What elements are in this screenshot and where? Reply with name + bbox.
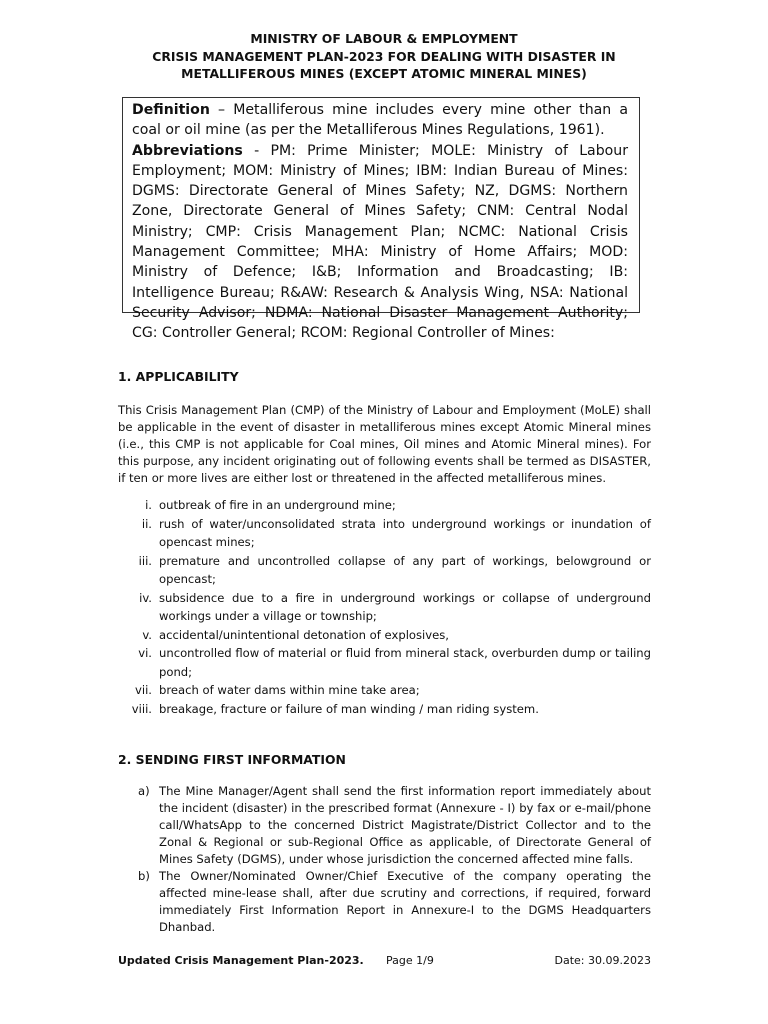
disaster-event-item xyxy=(118,515,651,552)
footer-page-number: Page 1/9 xyxy=(386,954,434,967)
list-item-text: breakage, fracture or failure of man winding / man riding system. xyxy=(159,701,539,716)
disaster-event-item xyxy=(118,552,651,589)
list-item-text: premature and uncontrolled collapse of any part of workings, belowground or opencast; xyxy=(159,553,651,586)
list-item-number: ii. xyxy=(141,516,152,531)
list-item-number: iv. xyxy=(139,590,152,605)
disaster-event-item xyxy=(118,681,651,700)
list-item-text: outbreak of fire in an underground mine; xyxy=(159,498,396,512)
header-line-3: METALLIFEROUS MINES (EXCEPT ATOMIC MINERAL MINES) xyxy=(181,66,587,81)
list-item-text: uncontrolled flow of material or fluid from mineral stack, overburden dump or tailing pond; xyxy=(159,646,651,679)
definition-box xyxy=(122,97,640,342)
section-1-title: 1. APPLICABILITY xyxy=(118,369,239,384)
abbreviations-paragraph xyxy=(132,141,628,344)
list-item-number: iii. xyxy=(138,553,152,568)
list-item-number: vii. xyxy=(135,683,152,697)
disaster-events-list xyxy=(118,496,651,718)
list-item-text: breach of water dams within mine take area; xyxy=(159,683,420,697)
definition-text: – Metalliferous mine includes every mine other than a coal or oil mine (as per the Metalliferous Mines Regulations, 1961). xyxy=(132,102,628,139)
abbreviations-text: - PM: Prime Minister; MOLE: Ministry of Labour Employment; MOM: Ministry of Mines; IBM: Indian Bureau of Mines: DGMS: Directorate General of Mines Safety; NZ, DGMS: Northern Zone, Directorate General of Mines Safety; CNM: Central Nodal Ministry; CMP: Crisis Management Plan; NCMC: National Crisis Management Committee; MHA: Ministry of Home Affairs; MOD: Ministry of Defence; I&B; Information and Broadcasting; IB: Intelligence Bureau; R&AW: Research & Analysis Wing, NSA: National Security Advisor; NDMA: National Disaster Management Authority; CG: Controller General; RCOM: Regional Controller of Mines: xyxy=(132,142,628,342)
list-item-number: i. xyxy=(145,498,152,512)
document-header xyxy=(0,30,768,83)
footer-date: Date: 30.09.2023 xyxy=(554,954,651,967)
disaster-event-item xyxy=(118,496,651,515)
header-line-1: MINISTRY OF LABOUR & EMPLOYMENT xyxy=(250,31,518,46)
list-item-number: v. xyxy=(142,627,152,642)
disaster-event-item xyxy=(118,626,651,645)
disaster-event-item xyxy=(118,589,651,626)
list-item-number: vi. xyxy=(138,646,152,660)
disaster-event-item xyxy=(118,700,651,719)
list-item-number: b) xyxy=(138,869,150,883)
abbreviations-label: Abbreviations xyxy=(132,142,243,159)
list-item-text: rush of water/unconsolidated strata into underground workings or inundation of opencast mines; xyxy=(159,516,651,549)
header-line-2: CRISIS MANAGEMENT PLAN-2023 FOR DEALING WITH DISASTER IN xyxy=(152,48,616,64)
definition-label: Definition xyxy=(132,102,210,118)
list-item-number: a) xyxy=(138,784,150,798)
list-item-text: subsidence due to a fire in underground workings or collapse of underground workings under a village or township; xyxy=(159,590,651,623)
list-item-text: The Mine Manager/Agent shall send the first information report immediately about the incident (disaster) in the prescribed format (Annexure - I) by fax or e-mail/phone call/WhatsApp to the concerned District Magistrate/District Collector and to the Zonal & Regional or sub-Regional Office as applicable, of Directorate General of Mines Safety (DGMS), under whose jurisdiction the concerned affected mine falls. xyxy=(159,784,651,866)
first-information-list xyxy=(118,783,651,936)
definition-paragraph xyxy=(132,100,628,141)
first-information-item xyxy=(118,868,651,936)
list-item-text: The Owner/Nominated Owner/Chief Executive of the company operating the affected mine-lease shall, after due scrutiny and corrections, if required, forward immediately First Information Report in Annexure-I to the DGMS Headquarters Dhanbad. xyxy=(159,869,651,934)
footer-document-title: Updated Crisis Management Plan-2023. xyxy=(118,954,364,967)
section-2-title: 2. SENDING FIRST INFORMATION xyxy=(118,752,346,767)
disaster-event-item xyxy=(118,644,651,681)
list-item-number: viii. xyxy=(131,701,152,716)
first-information-item xyxy=(118,783,651,868)
list-item-text: accidental/unintentional detonation of explosives, xyxy=(159,627,449,642)
section-1-paragraph: This Crisis Management Plan (CMP) of the Ministry of Labour and Employment (MoLE) shall be applicable in the event of disaster in metalliferous mines except Atomic Mineral mines (i.e., this CMP is not applicable for Coal mines, Oil mines and Atomic Mineral mines). For this purpose, any incident originating out of following events shall be termed as DISASTER, if ten or more lives are either lost or threatened in the affected metalliferous mines. xyxy=(118,403,651,485)
